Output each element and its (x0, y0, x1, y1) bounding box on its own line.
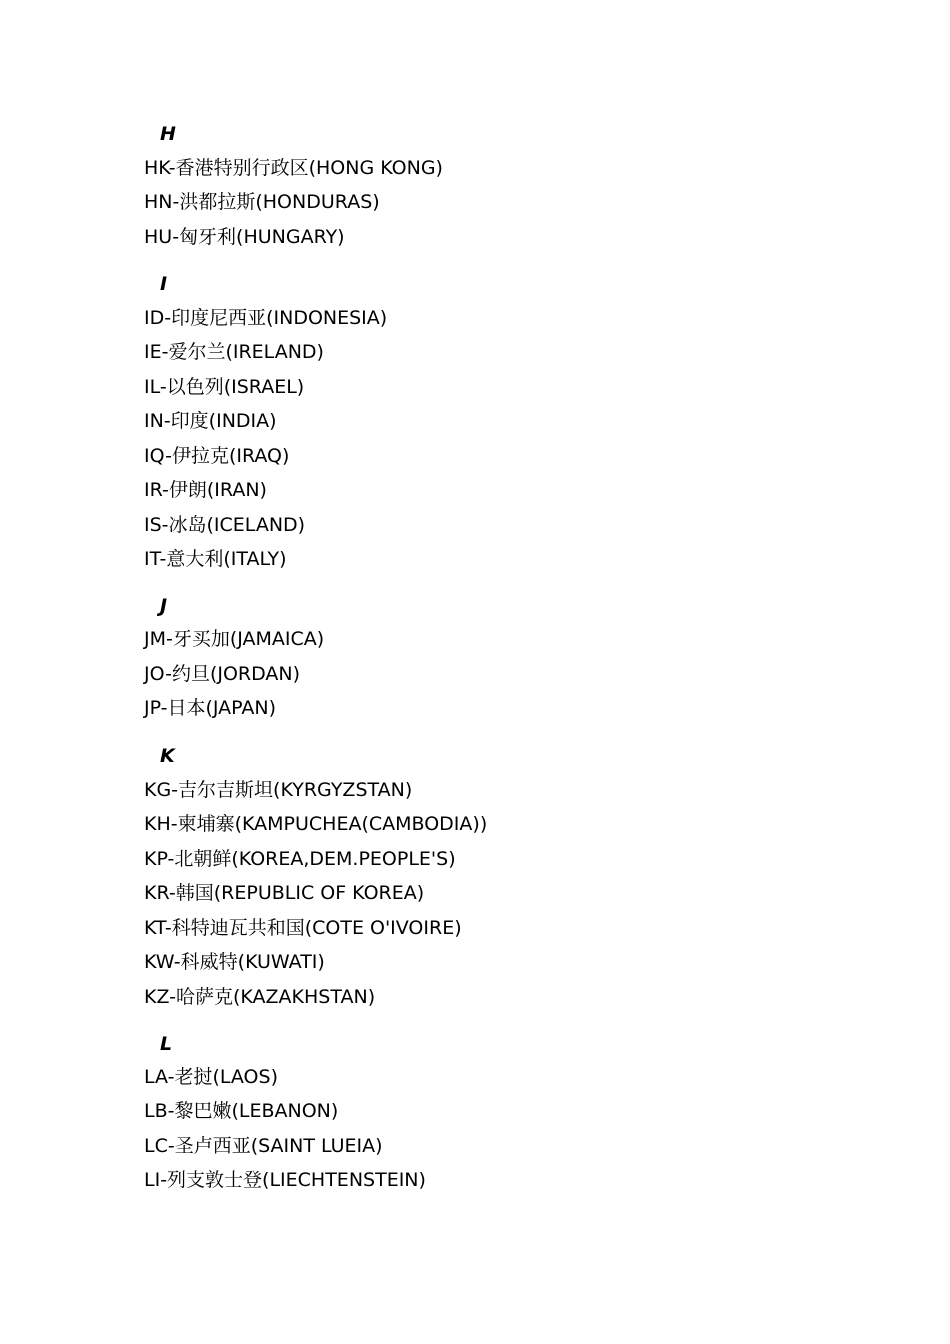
list-item: KT-科特迪瓦共和国(COTE O'IVOIRE) (144, 917, 462, 939)
list-item: KR-韩国(REPUBLIC OF KOREA) (144, 882, 425, 904)
list-item: KH-柬埔寨(KAMPUCHEA(CAMBODIA)) (144, 813, 488, 835)
list-item: ID-印度尼西亚(INDONESIA) (144, 307, 388, 329)
list-item: IN-印度(INDIA) (144, 410, 277, 432)
list-item: KZ-哈萨克(KAZAKHSTAN) (144, 986, 376, 1008)
list-item: IS-冰岛(ICELAND) (144, 514, 306, 536)
list-item: KP-北朝鲜(KOREA,DEM.PEOPLE'S) (144, 848, 456, 870)
list-item: LB-黎巴嫩(LEBANON) (144, 1100, 339, 1122)
list-item: HK-香港特别行政区(HONG KONG) (144, 157, 443, 179)
list-item: LC-圣卢西亚(SAINT LUEIA) (144, 1135, 383, 1157)
list-item: KW-科威特(KUWATI) (144, 951, 325, 973)
section-letter: I (160, 273, 168, 295)
list-item: HN-洪都拉斯(HONDURAS) (144, 191, 380, 213)
list-item: KG-吉尔吉斯坦(KYRGYZSTAN) (144, 779, 413, 801)
section-letter: J (160, 595, 168, 617)
list-item: JO-约旦(JORDAN) (144, 663, 301, 685)
list-item: JM-牙买加(JAMAICA) (144, 628, 325, 650)
section-letter: K (160, 745, 175, 767)
section-letter: L (160, 1033, 173, 1055)
list-item: JP-日本(JAPAN) (144, 697, 277, 719)
list-item: LA-老挝(LAOS) (144, 1066, 278, 1088)
list-item: IT-意大利(ITALY) (144, 548, 287, 570)
list-item: LI-列支敦士登(LIECHTENSTEIN) (144, 1169, 426, 1191)
list-item: IE-爱尔兰(IRELAND) (144, 341, 324, 363)
list-item: HU-匈牙利(HUNGARY) (144, 226, 345, 248)
list-item: IL-以色列(ISRAEL) (144, 376, 305, 398)
list-item: IQ-伊拉克(IRAQ) (144, 445, 290, 467)
list-item: IR-伊朗(IRAN) (144, 479, 267, 501)
section-letter: H (160, 123, 176, 145)
